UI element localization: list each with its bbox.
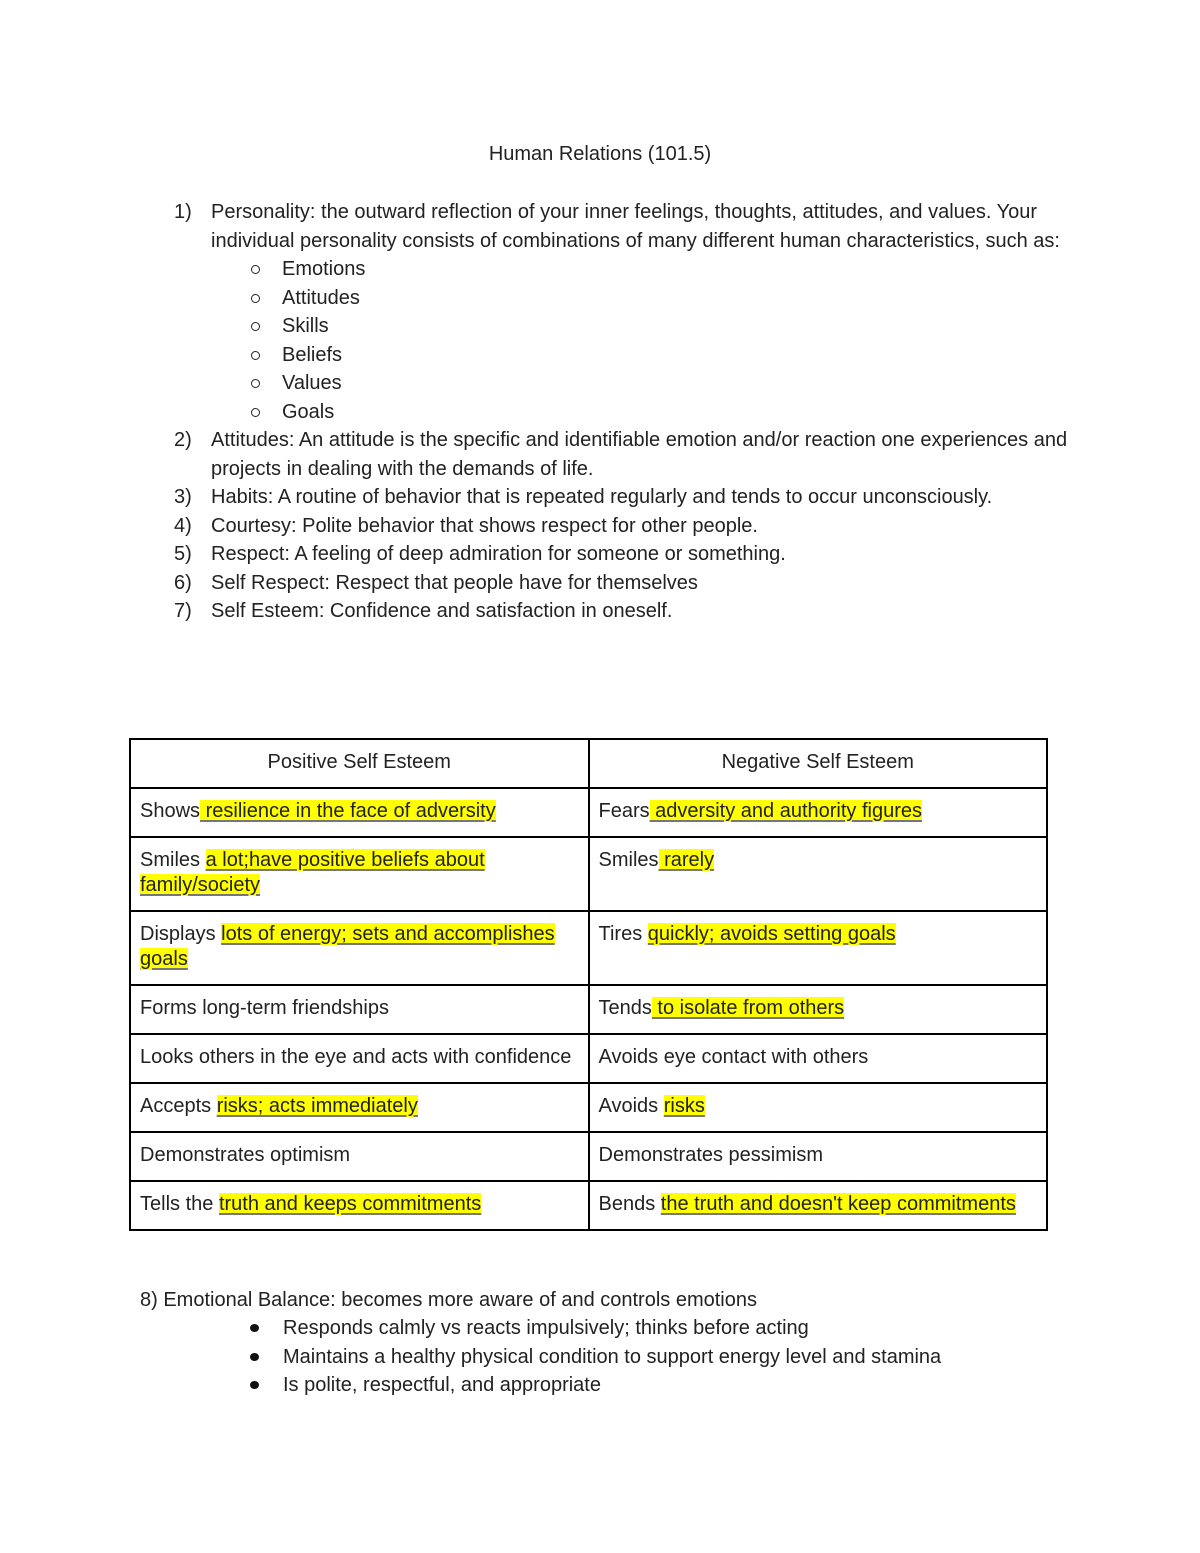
negative-cell: Avoids risks [589,1083,1048,1132]
table-header-row [130,739,1047,788]
table-row [130,1034,1047,1083]
definition-number: 4) [174,514,192,537]
circle-bullet-icon [251,322,260,331]
definitions-list [174,198,1074,626]
positive-cell: Smiles a lot;have positive beliefs about family/society [130,837,589,911]
definition-number: 3) [174,486,192,508]
highlighted-text: to isolate from others [651,997,845,1019]
highlighted-text: lots of energy; sets and accomplishes goals [140,923,555,970]
highlighted-text: resilience in the face of adversity [200,800,496,822]
definition-item [174,597,1074,626]
definition-number: 5) [174,543,192,565]
characteristic-item: Emotions [211,255,1074,284]
positive-cell: Accepts risks; acts immediately [130,1083,589,1132]
positive-header: Positive Self Esteem [130,739,589,788]
negative-cell: Avoids eye contact with others [589,1034,1048,1083]
characteristic-item: Skills [211,312,1074,341]
negative-cell: Demonstrates pessimism [589,1132,1048,1181]
highlighted-text: risks; acts immediately [216,1095,418,1117]
circle-bullet-icon [251,408,260,417]
circle-bullet-icon [251,294,260,303]
definition-text: Personality: the outward reflection of your inner feelings, thoughts, attitudes, and values. Your individual personality consists of combinations of many different human characteristics, such as: [211,201,1060,252]
highlighted-text: risks [663,1095,705,1117]
definition-number: 1) [174,201,192,223]
definition-item [174,426,1074,483]
negative-cell: Fears adversity and authority figures [589,788,1048,837]
table-row [130,1083,1047,1132]
definition-item [174,512,1074,541]
highlighted-text: adversity and authority figures [649,800,922,822]
positive-cell: Forms long-term friendships [130,985,589,1034]
definition-text: Self Respect: Respect that people have for themselves [211,571,698,594]
highlighted-text: truth and keeps commitments [218,1193,482,1215]
emotional-balance-section [140,1286,1090,1400]
definition-text: Self Esteem: Confidence and satisfaction in oneself. [211,600,673,622]
positive-cell: Displays lots of energy; sets and accomplishes goals [130,911,589,985]
negative-cell: Tends to isolate from others [589,985,1048,1034]
characteristic-item: Values [211,369,1074,398]
negative-cell: Smiles rarely [589,837,1048,911]
bullet-icon [250,1353,259,1361]
characteristic-item: Goals [211,398,1074,427]
highlighted-text: quickly; avoids setting goals [647,923,896,945]
document-title: Human Relations (101.5) [488,143,712,165]
positive-cell: Demonstrates optimism [130,1132,589,1181]
table-row [130,837,1047,911]
definition-item [174,540,1074,569]
definition-item [174,198,1074,426]
definition-number: 6) [174,571,192,594]
bullet-icon [250,1324,259,1332]
negative-header: Negative Self Esteem [589,739,1048,788]
highlighted-text: a lot;have positive beliefs about family/society [140,849,485,896]
characteristic-item: Beliefs [211,341,1074,370]
bullet-icon [250,1381,259,1389]
definition-text: Attitudes: An attitude is the specific and identifiable emotion and/or reaction one experiences and projects in dealing with the demands of life. [211,429,1068,480]
definition-text: Respect: A feeling of deep admiration for someone or something. [211,543,786,565]
circle-bullet-icon [251,351,260,360]
positive-cell: Looks others in the eye and acts with confidence [130,1034,589,1083]
negative-cell: Tires quickly; avoids setting goals [589,911,1048,985]
table-row [130,985,1047,1034]
characteristic-item: Attitudes [211,284,1074,313]
definition-number: 2) [174,429,192,451]
table-row [130,911,1047,985]
table-row [130,788,1047,837]
definition-text: Habits: A routine of behavior that is repeated regularly and tends to occur unconsciously. [211,486,993,508]
negative-cell: Bends the truth and doesn't keep commitments [589,1181,1048,1230]
list-item: Maintains a healthy physical condition to support energy level and stamina [140,1343,1090,1372]
positive-cell: Shows resilience in the face of adversity [130,788,589,837]
highlighted-text: rarely [658,849,715,871]
self-esteem-table [129,738,1048,1231]
highlighted-text: the truth and doesn't keep commitments [660,1193,1016,1215]
list-item: Responds calmly vs reacts impulsively; thinks before acting [140,1314,1090,1343]
definition-number: 7) [174,600,192,622]
positive-cell: Tells the truth and keeps commitments [130,1181,589,1230]
list-item: Is polite, respectful, and appropriate [140,1371,1090,1400]
table-row [130,1181,1047,1230]
emotional-balance-heading: 8) Emotional Balance: becomes more aware of and controls emotions [140,1289,757,1311]
table-row [130,1132,1047,1181]
definition-text: Courtesy: Polite behavior that shows respect for other people. [211,514,758,537]
definition-item [174,569,1074,598]
circle-bullet-icon [251,265,260,274]
characteristics-list [211,255,1074,426]
definition-item [174,483,1074,512]
circle-bullet-icon [251,379,260,388]
